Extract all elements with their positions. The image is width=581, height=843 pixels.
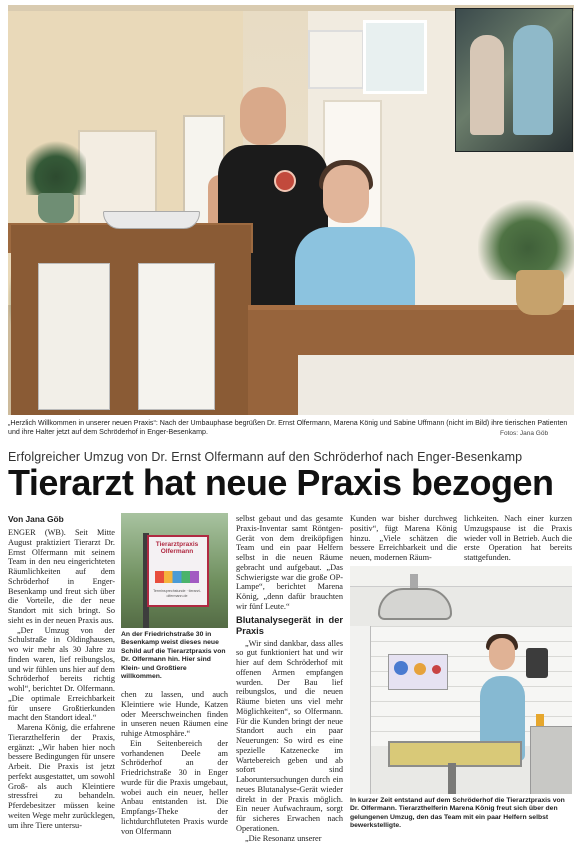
plant-icon <box>26 135 86 195</box>
subheading: Blutanalysegerät in der Praxis <box>236 615 343 637</box>
plant-icon <box>478 200 574 280</box>
artwork-figure <box>513 25 553 135</box>
headline: Tierarzt hat neue Praxis bezogen <box>8 462 554 504</box>
article-paragraph: „Die Resonanz unserer <box>236 834 343 843</box>
bowl-icon <box>103 211 200 229</box>
counter-front-panel <box>298 355 574 415</box>
op-photo-caption: In kurzer Zeit entstand auf dem Schröderhof die Tierarztpraxis von Dr. Olfermann. Tierarzthelferin Marena König freut sich über den gelungenen Umzug, den das Team mit ein paar Helfern selbst bewerkstelligte. <box>350 797 572 831</box>
poster-graphic <box>394 661 408 675</box>
main-photo <box>8 5 574 415</box>
logo-badge-icon <box>274 170 296 192</box>
surgical-lamp-icon <box>378 588 452 620</box>
article-column-3 <box>236 514 343 843</box>
article-paragraph: „Der Umzug von der Schulstraße in Oldinghausen, wo wir mehr als 30 Jahre zu finden waren, lief reibungslos, und wir fühlen uns hier auf dem Schröderhof bereits richtig wohl“, berichtet Dr. Olfermann. „Die optimale Erreichbarkeit für unsere Großtierkunden macht den Standort ideal.“ <box>8 626 115 724</box>
person-head <box>489 638 515 670</box>
sign-footer: Terminsprechstunde · tierarzt-olfermann.de <box>152 589 202 598</box>
practice-sign <box>147 535 209 607</box>
cabinet <box>530 726 572 794</box>
sign-logo-icon <box>155 571 199 583</box>
bottle-icon <box>536 714 544 726</box>
op-door <box>350 626 371 794</box>
op-ceiling <box>350 566 572 587</box>
photo-window-upper <box>308 30 364 89</box>
poster-graphic <box>414 663 426 675</box>
article-paragraph: ENGER (WB). Seit Mitte August praktiziert Tierarzt Dr. Ernst Olfermann mit seinem Team in den neu eingerichteten Räumlichkeiten auf dem Schröderhof in Enger-Besenkamp und freut sich über die Vorteile, die der neue Standort mit sich bringt. So sieht es in der neuen Praxis aus. <box>8 528 115 626</box>
main-photo-caption: „Herzlich Willkommen in unserer neuen Praxis“: Nach der Umbauphase begrüßen Dr. Ernst Olfermann, Marena König und Sabine Uffmann (nicht im Bild) ihre tierischen Patienten und ihre Halter jetzt auf dem Schröderhof in Enger-Besenkamp. <box>8 419 574 437</box>
plant-basket <box>516 270 564 315</box>
photo-credit: Fotos: Jana Göb <box>500 430 548 437</box>
article-paragraph: Ein Seitenbereich der vorhandenen Deele am Schröderhof an der Friedrichstraße 30 in Enger wurde für die Praxis umgebaut, wobei auch ein neuer, heller Anbau entstanden ist. Die Empfangs-Theke der lichtdurchfluteten Praxis wurde von Olfermann <box>121 739 228 837</box>
article-column-4 <box>350 514 457 563</box>
operating-room-photo <box>350 566 572 794</box>
byline: Von Jana Göb <box>8 514 64 524</box>
person-head <box>323 165 369 223</box>
photo-window-skylight <box>363 20 427 94</box>
person-head <box>240 87 286 145</box>
counter-panel <box>38 263 110 410</box>
article-paragraph: „Wir sind dankbar, dass alles so gut funktioniert hat und wir hier auf dem Schröderhof mit offenen Armen empfangen wurden. Der Bau lief reibungslos, und die neuen Räume bieten uns viel mehr Möglichkeiten“, so Olfermann. Für die Kunden bringt der neue Standort auch ein paar Neuerungen: So wird es eine spezielle Katzenecke im Wartebereich geben und ab sofort sind Laboruntersuchungen durch ein neues Blutanalyse-Gerät wieder direkt in der Praxis möglich. Ein neuer Aufwachraum, sorgt für sicheres Erwachen nach Operationen. <box>236 639 343 834</box>
table-leg <box>448 763 456 794</box>
poster-graphic <box>432 665 441 674</box>
dispenser-icon <box>526 648 548 678</box>
article-paragraph: lichkeiten. Nach einer kurzen Umzugspause ist die Praxis wieder voll in Betrieb. Auch die erste Operation hat bereits stattgefunden. <box>464 514 572 563</box>
article-column-2 <box>121 690 228 836</box>
sign-photo-caption: An der Friedrichstraße 30 in Besenkamp weist dieses neue Schild auf die Tierarztpraxis von Dr. Olfermann hin. Hier sind Klein- und Großtiere willkommen. <box>121 631 228 681</box>
sign-photo <box>121 513 228 628</box>
article-paragraph: Marena König, die erfahrene Tierarzthelferin der Praxis, ergänzt: „Wir haben hier noch bessere Bedingungen für unsere Arbeit. Die Praxis ist jetzt perfekt ausgestattet, um sowohl Groß- als auch Kleintiere stressfrei zu behandeln. Pferdebesitzer müssen keine weiten Wege mehr zurücklegen, um ihre Tiere untersu- <box>8 723 115 830</box>
article-paragraph: selbst gebaut und das gesamte Praxis-Inventar samt Röntgen-Gerät von dem dreiköpfigen Team und ein paar Helfern selbst in die neuen Räume gebracht und aufgebaut. „Das Schwierigste war die große OP-Lampe“, berichtet Marena König, „denn dafür brauchten wir fünf Leute.“ <box>236 514 343 612</box>
article-column-5 <box>464 514 572 563</box>
article-paragraph: chen zu lassen, und auch Kleintiere wie Hunde, Katzen oder Meerschweinchen finden in unseren neuen Räumen eine ruhige Atmosphäre.“ <box>121 690 228 739</box>
article-column-1 <box>8 528 115 830</box>
counter-panel <box>138 263 215 410</box>
article-paragraph: Kunden war bisher durchweg positiv“, fügt Marena König hinzu. „Viele schätzen die bessere Erreichbarkeit und die neuen, modernen Räum- <box>350 514 457 563</box>
artwork-figure <box>470 35 504 135</box>
plant-pot <box>38 193 74 223</box>
kicker: Erfolgreicher Umzug von Dr. Ernst Olfermann auf den Schröderhof nach Enger-Besenkamp <box>8 450 522 464</box>
sign-title: Tierarztpraxis Olfermann <box>152 541 202 555</box>
